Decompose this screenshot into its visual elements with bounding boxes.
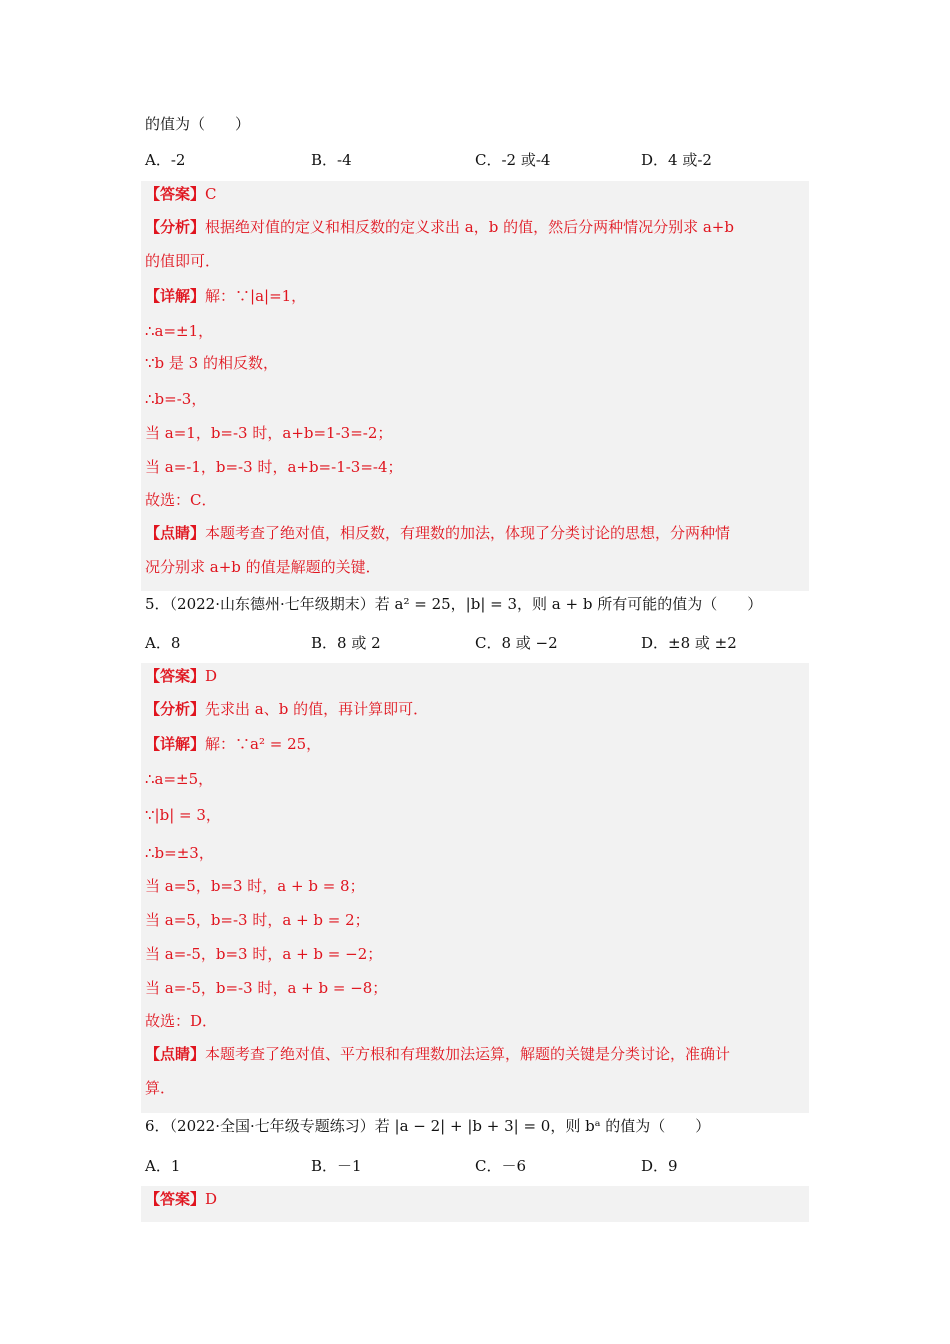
q5-options <box>145 632 805 654</box>
q4-detail-line-2: ∴a=±1， <box>145 322 214 340</box>
q4-option-a: A．-2 <box>145 151 186 169</box>
q4-detail-line-4: ∴b=-3， <box>145 390 207 408</box>
q6-options <box>145 1155 805 1177</box>
q4-option-c: C．-2 或-4 <box>475 151 551 169</box>
q6-stem: 6．（2022·全国·七年级专题练习）若 |a − 2| + |b + 3| = 0，则 bᵃ 的值为（ ） <box>145 1117 711 1135</box>
q5-stem: 5．（2022·山东德州·七年级期末）若 a² = 25，|b| = 3，则 a + b 所有可能的值为（ ） <box>145 595 763 613</box>
q4-detail-line-1: 【详解】解：∵|a|=1， <box>145 287 307 305</box>
q5-option-d: D．±8 或 ±2 <box>641 634 737 652</box>
q4-options <box>145 149 805 171</box>
q4-analysis: 【分析】根据绝对值的定义和相反数的定义求出 a，b 的值，然后分两种情况分别求 a+b <box>145 218 734 236</box>
q4-detail-line-3: ∵b 是 3 的相反数， <box>145 354 278 372</box>
q4-detail-line-7: 故选：C． <box>145 491 217 509</box>
q4-option-b: B．-4 <box>311 151 352 169</box>
q5-option-c: C．8 或 −2 <box>475 634 558 652</box>
q6-option-c: C．－6 <box>475 1157 527 1175</box>
q5-detail-line-5: 当 a=5，b=3 时，a + b = 8； <box>145 877 365 895</box>
q6-answer: 【答案】D <box>145 1190 218 1208</box>
q5-answer: 【答案】D <box>145 667 218 685</box>
q4-stem-tail: 的值为（ ） <box>145 115 251 133</box>
q6-solution-box <box>141 1186 809 1222</box>
q4-answer: 【答案】C <box>145 185 217 203</box>
q4-option-d: D．4 或-2 <box>641 151 712 169</box>
q5-detail-line-2: ∴a=±5， <box>145 770 214 788</box>
q5-option-b: B．8 或 2 <box>311 634 381 652</box>
q6-option-a: A．1 <box>145 1157 181 1175</box>
q5-detail-line-9: 故选：D． <box>145 1012 218 1030</box>
q5-comment-cont: 算． <box>145 1079 176 1097</box>
q4-detail-line-5: 当 a=1，b=-3 时，a+b=1-3=-2； <box>145 424 393 442</box>
q6-option-b: B．－1 <box>311 1157 362 1175</box>
q6-option-d: D．9 <box>641 1157 678 1175</box>
q5-option-a: A．8 <box>145 634 181 652</box>
q4-analysis-cont: 的值即可． <box>145 252 221 270</box>
q5-detail-line-4: ∴b=±3， <box>145 844 214 862</box>
q4-detail-line-6: 当 a=-1，b=-3 时，a+b=-1-3=-4； <box>145 458 403 476</box>
q5-detail-line-6: 当 a=5，b=-3 时，a + b = 2； <box>145 911 370 929</box>
q5-detail-line-7: 当 a=-5，b=3 时，a + b = −2； <box>145 945 383 963</box>
q5-detail-line-8: 当 a=-5，b=-3 时，a + b = −8； <box>145 979 388 997</box>
q4-comment-cont: 况分别求 a+b 的值是解题的关键． <box>145 558 381 576</box>
q5-detail-line-1: 【详解】解：∵a² = 25， <box>145 735 322 753</box>
q5-analysis: 【分析】先求出 a、b 的值，再计算即可． <box>145 700 429 718</box>
q5-comment: 【点睛】本题考查了绝对值、平方根和有理数加法运算，解题的关键是分类讨论，准确计 <box>145 1045 731 1063</box>
q4-comment: 【点睛】本题考查了绝对值，相反数，有理数的加法，体现了分类讨论的思想，分两种情 <box>145 524 731 542</box>
q5-detail-line-3: ∵|b| = 3， <box>145 806 221 824</box>
